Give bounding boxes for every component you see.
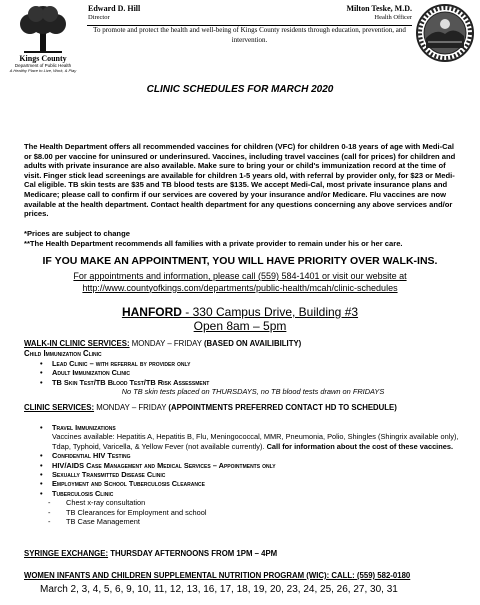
contact-phone-line: For appointments and information, please call (559) 584-1401 or visit our website at [73,271,407,281]
county-seal-icon [416,4,474,62]
notes [24,229,462,248]
syringe-heading: SYRINGE EXCHANGE: [24,549,109,558]
list-item: • Employment and School Tuberculosis Clearance [38,479,468,488]
health-officer-title: Health Officer [374,14,412,21]
walkin-note: (BASED ON AVAILIBILITY) [203,339,302,348]
tb-note: No TB skin tests placed on THURSDAYS, no TB blood tests drawn on FRIDAYS [121,387,385,397]
tb-sub-item: - TB Clearances for Employment and school [38,508,468,517]
note-provider: **The Health Department recommends all families with a private provider to remain under his or her care. [24,238,403,248]
health-officer-name: Milton Teske, M.D. [346,4,412,13]
list-item: • Sexually Transmitted Disease Clinic [38,470,468,479]
note-prices: *Prices are subject to change [24,229,130,238]
list-item: • Travel Immunizations [38,423,468,432]
walkin-days: MONDAY – FRIDAY [129,339,204,348]
page-title: CLINIC SCHEDULES FOR MARCH 2020 [146,84,334,95]
director-name: Edward D. Hill [88,4,141,13]
clinic-services-heading [24,403,397,413]
travel-vaccines-detail: Vaccines available: Hepatitis A, Hepatitis B, Flu, Meningococcal, MMR, Pneumonia, Polio, Shingles (Shingrix available only), Tdap, Typhoid, Varicella, & Yellow Fever (not available currently). Call for information about the cost of these vaccines. [52,432,459,451]
intro-paragraph: The Health Department offers all recommended vaccines for children (VFC) for children 0-18 years of age with Medi-Cal or $8.00 per vaccine for uninsured or underinsured. Vaccines, including travel vaccines (call for prices) for children and adults with private insurance are also available. Make sure to bring your or child's immunization record at the time of visit. Finger stick lead screenings are available for children 1-5 years old, with referral by provider only, for $23 or Medi-Cal eligible. TB skin tests are $35 and TB blood tests are $135. We accept Medi-Cal, most private insurance plans and Medicare; please call to confirm if our services are covered by your insurance and/or Medicare. Flu vaccines are now available at the health department. Contact health department for any questions concerning any above services and/or prices. [24,142,456,219]
director-title: Director [88,14,110,21]
logo-dept: Department of Public Health [14,63,72,68]
syringe-detail: THURSDAY AFTERNOONS FROM 1PM – 4PM [108,549,278,558]
walkin-services-list [38,359,468,397]
clinic-note: (APPOINTMENTS PREFERRED CONTACT HD TO SCHEDULE) [168,403,397,412]
child-immunization-label: Child Immunization Clinic [24,349,102,358]
list-item: • Confidential HIV Testing [38,451,468,460]
mission-statement: To promote and protect the health and well-being of Kings County residents through education, prevention, and intervention. [93,26,406,44]
walkin-heading-label: WALK-IN CLINIC SERVICES: [24,339,130,348]
list-item: • HIV/AIDS Case Management and Medical Services – Appointments only [38,461,468,470]
logo-tagline: A Healthy Place to Live, Work, & Play [9,68,77,73]
kings-county-logo [6,4,80,73]
list-item: • Lead Clinic – with referral by provider only [38,359,468,368]
contact-website-link[interactable]: http://www.countyofkings.com/departments/public-health/mcah/clinic-schedules [82,282,398,293]
list-item: • Adult Immunization Clinic [38,368,468,377]
location-address: - 330 Campus Drive, Building #3 [181,305,359,319]
clinic-services-list [38,423,468,526]
location-city: HANFORD [121,305,182,319]
logo-org-name: Kings County [19,54,67,63]
wic-dates: March 2, 3, 4, 5, 6, 9, 10, 11, 12, 13, 16, 17, 18, 19, 20, 23, 24, 25, 26, 27, 30, 31 [40,584,398,595]
clinic-days: MONDAY – FRIDAY [94,403,169,412]
tb-sub-item: - TB Case Management [38,517,468,526]
walkin-services-heading [24,339,301,349]
clinic-heading-label: CLINIC SERVICES: [24,403,95,412]
syringe-exchange [24,549,277,559]
wic-heading: WOMEN INFANTS AND CHILDREN SUPPLEMENTAL NUTRITION PROGRAM (WIC): CALL: (559) 582-0180 [24,571,411,580]
list-item: • TB Skin Test/TB Blood Test/TB Risk Assessment [38,378,468,387]
list-item: • Tuberculosis Clinic [38,489,468,498]
tb-sub-item: - Chest x-ray consultation [38,498,468,507]
location-block [0,305,480,333]
location-hours: Open 8am – 5pm [193,319,287,333]
tree-icon [14,4,72,54]
contact-info [0,271,480,294]
appointment-priority-notice: IF YOU MAKE AN APPOINTMENT, YOU WILL HAVE PRIORITY OVER WALK-INS. [42,255,438,267]
